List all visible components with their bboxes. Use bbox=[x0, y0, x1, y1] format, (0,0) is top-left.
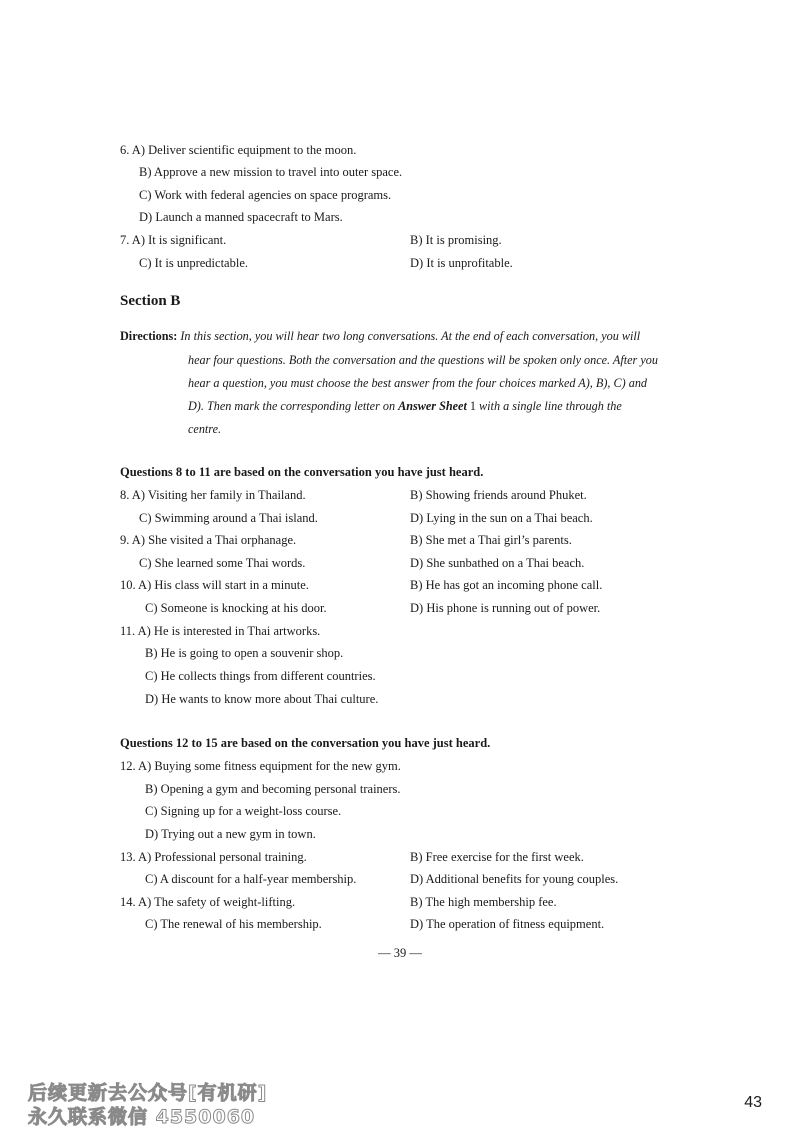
q10-option-a: 10. A) His class will start in a minute. bbox=[120, 578, 309, 592]
page-number: — 39 — bbox=[378, 946, 422, 960]
q13-option-d: D) Additional benefits for young couples. bbox=[410, 872, 619, 886]
q7-option-d: D) It is unprofitable. bbox=[410, 256, 513, 270]
q14-option-a: 14. A) The safety of weight-lifting. bbox=[120, 895, 296, 909]
q12-option-c: C) Signing up for a weight-loss course. bbox=[145, 804, 342, 818]
q14-option-d: D) The operation of fitness equipment. bbox=[410, 917, 605, 931]
q14-option-b: B) The high membership fee. bbox=[410, 895, 557, 909]
q8-option-a: 8. A) Visiting her family in Thailand. bbox=[120, 488, 306, 502]
directions-text-3a: hear a question, you must choose the best answer from the four choices marked bbox=[188, 376, 579, 390]
q6-option-a: 6. A) Deliver scientific equipment to the moon. bbox=[120, 143, 357, 157]
directions-line-2: hear four questions. Both the conversation and the questions will be spoken only once. After you bbox=[188, 353, 658, 367]
q10-option-d: D) His phone is running out of power. bbox=[410, 601, 601, 615]
q11-option-c: C) He collects things from different countries. bbox=[145, 669, 376, 683]
q9-option-b: B) She met a Thai girl’s parents. bbox=[410, 533, 572, 547]
q11-option-a: 11. A) He is interested in Thai artworks. bbox=[120, 624, 321, 638]
q9-option-a: 9. A) She visited a Thai orphanage. bbox=[120, 533, 297, 547]
q9-option-c: C) She learned some Thai words. bbox=[139, 556, 306, 570]
directions-text-4a: D). bbox=[188, 399, 207, 413]
q7-option-c: C) It is unpredictable. bbox=[139, 256, 248, 270]
section-title: Section B bbox=[120, 293, 181, 309]
directions-text-4e: with a single line through the bbox=[479, 399, 622, 413]
answer-sheet-label: Answer Sheet bbox=[398, 399, 467, 413]
q12-option-d: D) Trying out a new gym in town. bbox=[145, 827, 316, 841]
q9-option-d: D) She sunbathed on a Thai beach. bbox=[410, 556, 585, 570]
q7-option-b: B) It is promising. bbox=[410, 233, 502, 247]
directions-text-1: In this section, you will hear two long conversations. At the end of each conversation, you will bbox=[180, 329, 641, 343]
q11-option-b: B) He is going to open a souvenir shop. bbox=[145, 646, 344, 660]
q8-option-d: D) Lying in the sun on a Thai beach. bbox=[410, 511, 593, 525]
q6-option-b: B) Approve a new mission to travel into outer space. bbox=[139, 165, 403, 179]
group1-heading: Questions 8 to 11 are based on the conversation you have just heard. bbox=[120, 465, 484, 479]
directions-line-3 bbox=[188, 375, 647, 391]
q11-option-d: D) He wants to know more about Thai culture. bbox=[145, 692, 379, 706]
directions-line-4 bbox=[188, 398, 622, 414]
q8-option-c: C) Swimming around a Thai island. bbox=[139, 511, 318, 525]
directions-text-4d: 1 bbox=[466, 399, 480, 413]
q13-option-c: C) A discount for a half-year membership. bbox=[145, 872, 357, 886]
corner-page-number: 43 bbox=[744, 1094, 762, 1111]
q12-option-a: 12. A) Buying some fitness equipment for the new gym. bbox=[120, 759, 401, 773]
directions-line-5: centre. bbox=[188, 422, 222, 436]
q14-option-c: C) The renewal of his membership. bbox=[145, 917, 322, 931]
group2-heading: Questions 12 to 15 are based on the conversation you have just heard. bbox=[120, 736, 491, 750]
watermark-line-2: 永久联系微信 4550060 bbox=[28, 1106, 256, 1128]
q13-option-a: 13. A) Professional personal training. bbox=[120, 850, 307, 864]
directions-text-3b: A), B), C) and bbox=[578, 376, 648, 390]
directions-line-1 bbox=[120, 328, 640, 344]
q6-option-c: C) Work with federal agencies on space programs. bbox=[139, 188, 392, 202]
q7-option-a: 7. A) It is significant. bbox=[120, 233, 227, 247]
directions-text-4b: Then mark the corresponding letter on bbox=[206, 399, 399, 413]
watermark-line-1: 后续更新去公众号[有机研] bbox=[28, 1082, 268, 1104]
q13-option-b: B) Free exercise for the first week. bbox=[410, 850, 584, 864]
q8-option-b: B) Showing friends around Phuket. bbox=[410, 488, 587, 502]
q12-option-b: B) Opening a gym and becoming personal trainers. bbox=[145, 782, 401, 796]
directions-label: Directions: bbox=[120, 329, 178, 343]
q6-option-d: D) Launch a manned spacecraft to Mars. bbox=[139, 210, 343, 224]
q10-option-c: C) Someone is knocking at his door. bbox=[145, 601, 327, 615]
q10-option-b: B) He has got an incoming phone call. bbox=[410, 578, 603, 592]
